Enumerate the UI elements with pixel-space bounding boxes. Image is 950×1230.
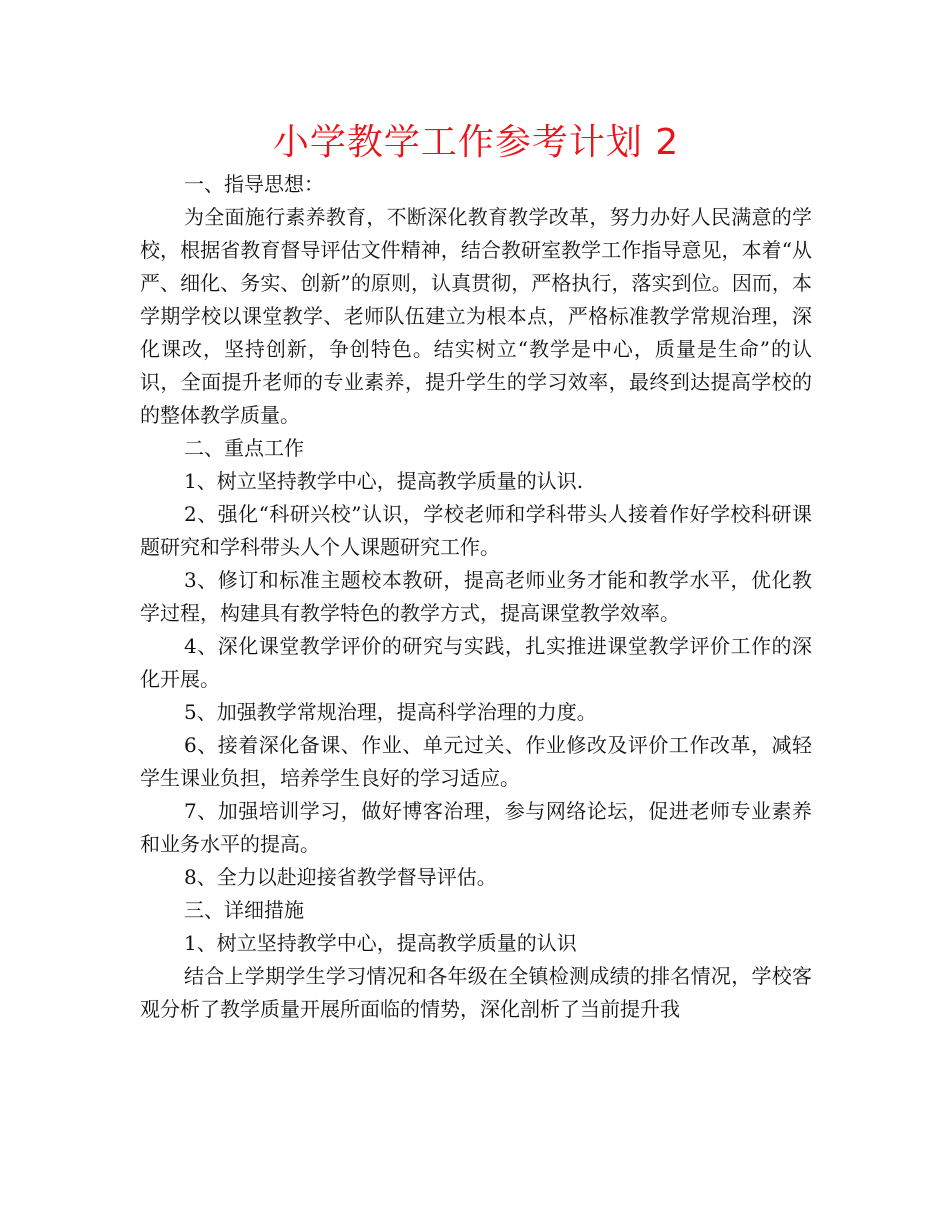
key-work-item-5: 5、加强教学常规治理，提高科学治理的力度。 (184, 700, 597, 724)
section-heading-key-work: 二、重点工作 (184, 436, 304, 460)
key-work-item-7: 7、加强培训学习，做好博客治理，参与网络论坛，促进老师专业素养和业务水平的提高。 (140, 799, 812, 856)
document-page (140, 118, 812, 1026)
document-title: 小学教学工作参考计划 2 (272, 122, 680, 163)
measures-item-1-paragraph: 结合上学期学生学习情况和各年级在全镇检测成绩的排名情况，学校客观分析了教学质量开展所面临的情势，深化剖析了当前提升我 (140, 964, 812, 1021)
document-body (140, 168, 812, 1026)
measures-item-1-heading: 1、树立坚持教学中心，提高教学质量的认识 (184, 931, 577, 955)
key-work-item-1: 1、树立坚持教学中心，提高教学质量的认识. (184, 469, 584, 493)
section-heading-guiding-ideology: 一、指导思想： (184, 172, 324, 196)
key-work-item-4: 4、深化课堂教学评价的研究与实践，扎实推进课堂教学评价工作的深化开展。 (140, 634, 812, 691)
key-work-item-2: 2、强化“科研兴校”认识，学校老师和学科带头人接着作好学校科研课题研究和学科带头人个人课题研究工作。 (140, 502, 812, 559)
key-work-item-6: 6、接着深化备课、作业、单元过关、作业修改及评价工作改革，减轻学生课业负担，培养学生良好的学习适应。 (140, 733, 812, 790)
key-work-item-8: 8、全力以赴迎接省教学督导评估。 (184, 865, 497, 889)
paragraph-guiding-ideology: 为全面施行素养教育，不断深化教育教学改革，努力办好人民满意的学校，根据省教育督导评估文件精神，结合教研室教学工作指导意见，本着“从严、细化、务实、创新”的原则，认真贯彻，严格执行，落实到位。因而，本学期学校以课堂教学、老师队伍建立为根本点，严格标准教学常规治理，深化课改，坚持创新，争创特色。结实树立“教学是中心，质量是生命”的认识，全面提升老师的专业素养，提升学生的学习效率，最终到达提高学校的的整体教学质量。 (140, 205, 812, 427)
section-heading-measures: 三、详细措施 (184, 898, 304, 922)
key-work-item-3: 3、修订和标准主题校本教研，提高老师业务才能和教学水平，优化教学过程，构建具有教学特色的教学方式，提高课堂教学效率。 (140, 568, 812, 625)
